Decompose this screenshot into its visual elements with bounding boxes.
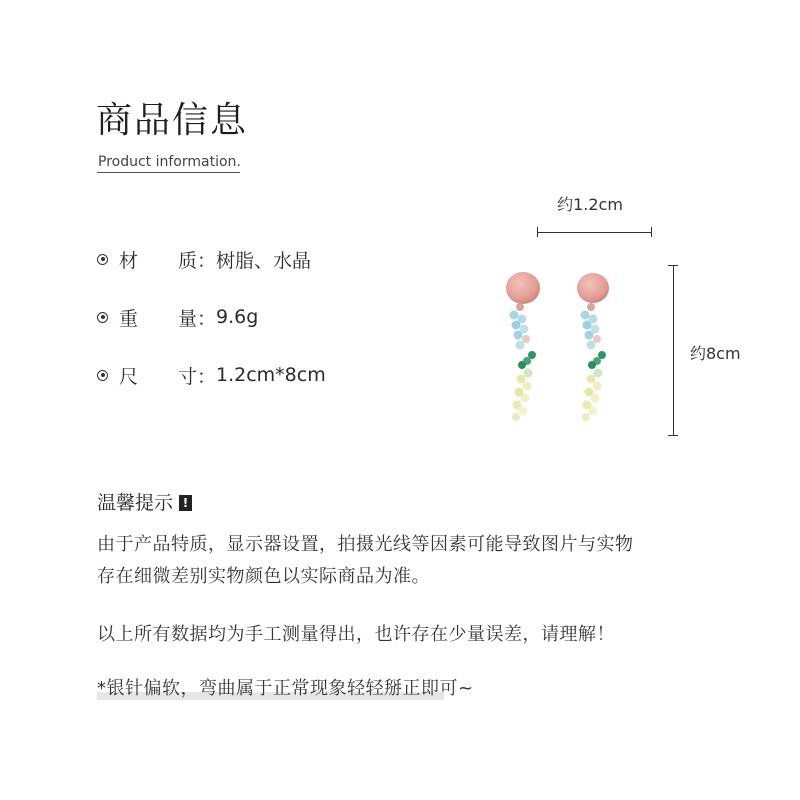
spec-label: 尺 寸： <box>119 365 216 388</box>
spec-row-weight <box>97 304 258 330</box>
spec-row-material <box>97 246 311 272</box>
tips-line-1: 由于产品特质，显示器设置，拍摄光线等因素可能导致图片与实物 <box>97 534 634 555</box>
bullet-icon <box>97 254 108 265</box>
spec-value: 9.6g <box>216 306 259 328</box>
subtitle-underline <box>97 172 240 173</box>
page-subtitle: Product information. <box>98 154 241 170</box>
earring-right <box>577 273 609 421</box>
spec-label: 重 量： <box>119 307 216 330</box>
earring-left <box>506 272 540 421</box>
width-dimension-line <box>537 232 652 233</box>
earrings-image <box>490 262 640 434</box>
height-tick-bottom <box>668 435 678 436</box>
page-title: 商品信息 <box>96 100 249 141</box>
spec-row-size <box>97 362 326 388</box>
width-dimension-label: 约1.2cm <box>557 195 623 214</box>
width-tick-left <box>537 227 538 237</box>
tips-note: *银针偏软，弯曲属于正常现象轻轻掰正即可~ <box>97 678 474 699</box>
spec-value: 树脂、水晶 <box>216 249 312 272</box>
tips-title: 温馨提示 ! <box>97 490 192 516</box>
bullet-icon <box>97 312 108 323</box>
spec-value: 1.2cm*8cm <box>216 364 326 386</box>
spec-label: 材 质： <box>119 249 216 272</box>
exclamation-icon: ! <box>179 495 192 511</box>
tips-line-2: 存在细微差别实物颜色以实际商品为准。 <box>97 566 430 587</box>
height-dimension-label: 约8cm <box>690 344 741 363</box>
bullet-icon <box>97 370 108 381</box>
width-tick-right <box>651 227 652 237</box>
tips-line-3: 以上所有数据均为手工测量得出，也许存在少量误差，请理解！ <box>97 624 615 645</box>
height-tick-top <box>668 265 678 266</box>
height-dimension-line <box>673 265 674 436</box>
